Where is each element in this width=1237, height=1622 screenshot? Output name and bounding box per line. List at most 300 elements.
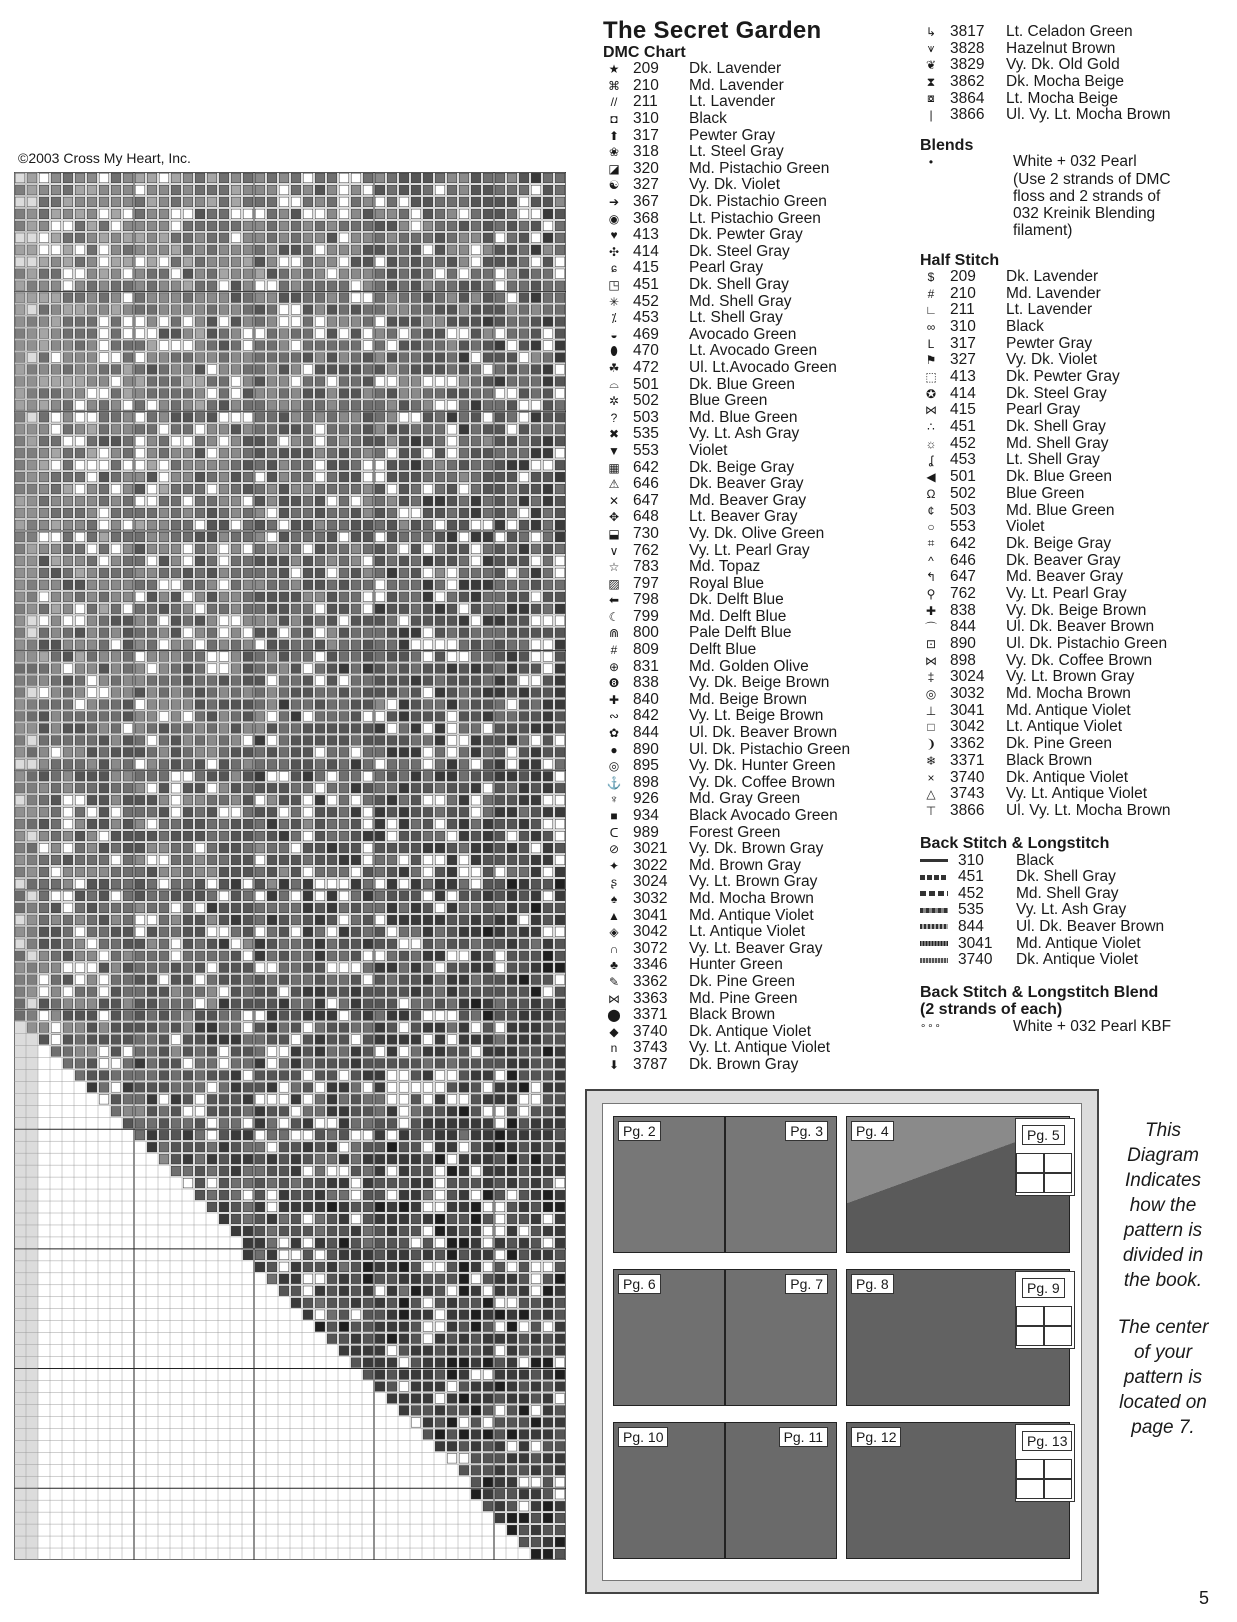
stitch-cell <box>147 736 157 746</box>
stitch-cell <box>483 1035 493 1045</box>
legend-row <box>603 327 903 344</box>
stitch-cell <box>471 879 481 889</box>
stitch-cell <box>123 592 133 602</box>
diagram-note-1: This Diagram Indicates how the pattern is divided in the book. <box>1122 1120 1204 1291</box>
stitch-cell <box>87 436 97 446</box>
stitch-cell <box>375 1142 385 1152</box>
stitch-cell <box>219 329 229 339</box>
stitch-cell <box>279 700 289 710</box>
stitch-cell <box>51 568 61 578</box>
stitch-cell <box>243 1071 253 1081</box>
stitch-cell <box>495 293 505 303</box>
stitch-cell <box>303 413 313 423</box>
stitch-cell <box>399 568 409 578</box>
stitch-cell <box>471 1477 481 1487</box>
stitch-cell <box>411 1226 421 1236</box>
stitch-cell <box>123 568 133 578</box>
stitch-cell <box>111 233 121 243</box>
stitch-cell <box>483 592 493 602</box>
stitch-cell <box>219 1166 229 1176</box>
stitch-cell <box>231 807 241 817</box>
stitch-cell <box>99 484 109 494</box>
stitch-cell <box>459 652 469 662</box>
legend-row <box>603 476 903 493</box>
stitch-cell <box>519 1226 529 1236</box>
stitch-cell <box>171 401 181 411</box>
stitch-cell <box>483 269 493 279</box>
stitch-cell <box>531 520 541 530</box>
stitch-cell <box>399 903 409 913</box>
legend-row <box>603 990 903 1007</box>
stitch-cell <box>303 1298 313 1308</box>
stitch-cell <box>351 532 361 542</box>
stitch-cell <box>375 508 385 518</box>
stitch-cell <box>99 401 109 411</box>
stitch-cell <box>231 700 241 710</box>
stitch-cell <box>543 341 553 351</box>
stitch-cell <box>519 1466 529 1476</box>
stitch-cell <box>339 1190 349 1200</box>
stitch-cell <box>243 448 253 458</box>
stitch-cell <box>219 245 229 255</box>
stitch-cell <box>87 760 97 770</box>
stitch-cell <box>459 1202 469 1212</box>
stitch-cell <box>243 712 253 722</box>
stitch-cell <box>351 1346 361 1356</box>
stitch-cell <box>447 413 457 423</box>
stitch-cell <box>435 652 445 662</box>
stitch-cell <box>555 903 565 913</box>
stitch-cell <box>327 556 337 566</box>
stitch-cell <box>543 1107 553 1117</box>
stitch-cell <box>243 436 253 446</box>
stitch-cell <box>339 772 349 782</box>
stitch-cell <box>447 712 457 722</box>
stitch-cell <box>99 616 109 626</box>
stitch-cell <box>51 580 61 590</box>
stitch-cell <box>279 1286 289 1296</box>
stitch-cell <box>291 628 301 638</box>
stitch-cell <box>483 1370 493 1380</box>
stitch-cell <box>543 951 553 961</box>
stitch-cell <box>279 891 289 901</box>
stitch-cell <box>519 664 529 674</box>
stitch-cell <box>555 245 565 255</box>
stitch-cell <box>315 700 325 710</box>
stitch-cell <box>435 975 445 985</box>
stitch-cell <box>447 389 457 399</box>
stitch-cell <box>423 580 433 590</box>
stitch-cell <box>471 1059 481 1069</box>
stitch-cell <box>387 1226 397 1236</box>
floss-code: 211 <box>950 301 975 319</box>
stitch-cell <box>447 1418 457 1428</box>
stitch-cell <box>531 1130 541 1140</box>
cross-stitch-chart <box>14 172 566 1560</box>
stitch-cell <box>399 1286 409 1296</box>
stitch-cell <box>447 736 457 746</box>
stitch-cell <box>543 484 553 494</box>
stitch-cell <box>375 628 385 638</box>
stitch-cell <box>147 927 157 937</box>
stitch-cell <box>459 819 469 829</box>
stitch-cell <box>279 544 289 554</box>
stitch-cell <box>231 748 241 758</box>
stitch-cell <box>339 819 349 829</box>
stitch-cell <box>303 891 313 901</box>
stitch-cell <box>519 580 529 590</box>
stitch-cell <box>123 652 133 662</box>
stitch-cell <box>399 389 409 399</box>
stitch-cell <box>387 700 397 710</box>
stitch-cell <box>387 544 397 554</box>
stitch-cell <box>555 592 565 602</box>
stitch-cell <box>555 975 565 985</box>
stitch-cell <box>207 520 217 530</box>
stitch-cell <box>231 724 241 734</box>
stitch-cell <box>279 640 289 650</box>
stitch-cell <box>363 628 373 638</box>
stitch-cell <box>267 365 277 375</box>
stitch-cell <box>543 556 553 566</box>
stitch-cell <box>51 640 61 650</box>
stitch-cell <box>63 436 73 446</box>
stitch-cell <box>363 783 373 793</box>
stitch-cell <box>363 305 373 315</box>
stitch-cell <box>315 508 325 518</box>
stitch-cell <box>387 389 397 399</box>
stitch-cell <box>147 413 157 423</box>
stitch-cell <box>519 1334 529 1344</box>
stitch-cell <box>99 736 109 746</box>
stitch-cell <box>387 1322 397 1332</box>
stitch-cell <box>459 365 469 375</box>
stitch-cell <box>483 1059 493 1069</box>
stitch-cell <box>219 185 229 195</box>
legend-row <box>920 769 1230 786</box>
stitch-cell <box>555 724 565 734</box>
stitch-cell <box>135 221 145 231</box>
stitch-cell <box>231 939 241 949</box>
stitch-cell <box>519 879 529 889</box>
stitch-cell <box>231 915 241 925</box>
stitch-cell <box>351 472 361 482</box>
stitch-cell <box>471 1154 481 1164</box>
stitch-cell <box>351 975 361 985</box>
stitch-cell <box>519 544 529 554</box>
floss-name: Vy. Lt. Beaver Gray <box>689 939 823 957</box>
stitch-cell <box>87 389 97 399</box>
stitch-cell <box>123 724 133 734</box>
stitch-cell <box>423 1298 433 1308</box>
stitch-cell <box>363 688 373 698</box>
stitch-cell <box>399 676 409 686</box>
stitch-cell <box>351 389 361 399</box>
stitch-cell <box>471 1095 481 1105</box>
stitch-cell <box>51 329 61 339</box>
floss-name: Violet <box>689 441 728 459</box>
back-stitch-heading: Back Stitch & Longstitch <box>920 835 1110 853</box>
stitch-cell <box>75 305 85 315</box>
stitch-cell <box>159 556 169 566</box>
stitch-cell <box>255 389 265 399</box>
stitch-cell <box>519 472 529 482</box>
stitch-cell <box>147 508 157 518</box>
stitch-cell <box>483 1406 493 1416</box>
stitch-cell <box>39 795 49 805</box>
stitch-cell <box>555 580 565 590</box>
stitch-cell <box>147 532 157 542</box>
stitch-cell <box>399 640 409 650</box>
legend-row <box>603 675 903 692</box>
stitch-cell <box>231 341 241 351</box>
stitch-cell <box>75 269 85 279</box>
stitch-cell <box>423 173 433 183</box>
stitch-cell <box>255 891 265 901</box>
stitch-cell <box>99 317 109 327</box>
stitch-cell <box>279 903 289 913</box>
solid-line-icon <box>920 859 956 862</box>
stitch-cell <box>219 1178 229 1188</box>
stitch-cell <box>435 939 445 949</box>
stitch-cell <box>447 305 457 315</box>
stitch-cell <box>531 1454 541 1464</box>
legend-row <box>603 725 903 742</box>
stitch-cell <box>471 425 481 435</box>
stitch-cell <box>519 807 529 817</box>
stitch-cell <box>531 1214 541 1224</box>
stitch-cell <box>99 700 109 710</box>
stitch-cell <box>459 329 469 339</box>
stitch-cell <box>495 1095 505 1105</box>
stitch-cell <box>483 1454 493 1464</box>
stitch-cell <box>339 197 349 207</box>
stitch-cell <box>147 831 157 841</box>
stitch-cell <box>459 568 469 578</box>
stitch-cell <box>111 389 121 399</box>
hook-icon: ↳ <box>925 25 937 40</box>
page-thumbnail <box>725 1116 837 1253</box>
stitch-cell <box>219 269 229 279</box>
stitch-cell <box>147 281 157 291</box>
stitch-cell <box>231 783 241 793</box>
thin-x-icon: × <box>927 770 935 785</box>
legend-row <box>603 592 903 609</box>
stitch-cell <box>135 963 145 973</box>
stitch-cell <box>231 1142 241 1152</box>
stitch-cell <box>363 317 373 327</box>
stitch-cell <box>255 1130 265 1140</box>
stitch-cell <box>303 544 313 554</box>
cross-hash-icon: ⌗ <box>927 536 935 551</box>
stitch-cell <box>411 819 421 829</box>
stitch-cell <box>435 1226 445 1236</box>
stitch-cell <box>303 604 313 614</box>
stitch-cell <box>51 221 61 231</box>
stitch-cell <box>99 436 109 446</box>
stitch-cell <box>99 353 109 363</box>
stitch-cell <box>75 580 85 590</box>
stitch-cell <box>135 772 145 782</box>
stitch-cell <box>267 891 277 901</box>
stitch-cell <box>411 604 421 614</box>
stitch-cell <box>555 1107 565 1117</box>
stitch-cell <box>495 867 505 877</box>
blend-row <box>920 154 1230 171</box>
stitch-cell <box>147 604 157 614</box>
stitch-cell <box>159 520 169 530</box>
stitch-cell <box>135 676 145 686</box>
stitch-cell <box>375 1178 385 1188</box>
stitch-cell <box>87 1083 97 1093</box>
stitch-cell <box>255 1047 265 1057</box>
stitch-cell <box>255 269 265 279</box>
stitch-cell <box>39 760 49 770</box>
stitch-cell <box>387 329 397 339</box>
stitch-cell <box>111 879 121 889</box>
floss-code: 413 <box>950 368 976 386</box>
stitch-cell <box>555 879 565 889</box>
stitch-cell <box>327 987 337 997</box>
stitch-cell <box>555 1095 565 1105</box>
stitch-cell <box>447 1178 457 1188</box>
stitch-cell <box>51 448 61 458</box>
stitch-cell <box>327 305 337 315</box>
stitch-cell <box>303 233 313 243</box>
stitch-cell <box>159 1083 169 1093</box>
stitch-cell <box>75 233 85 243</box>
stitch-cell <box>327 1035 337 1045</box>
stitch-cell <box>447 1190 457 1200</box>
stitch-cell <box>195 760 205 770</box>
stitch-cell <box>387 245 397 255</box>
stitch-cell <box>243 377 253 387</box>
stitch-cell <box>483 293 493 303</box>
legend-row <box>920 90 1230 107</box>
stitch-cell <box>447 1430 457 1440</box>
stitch-cell <box>111 401 121 411</box>
stitch-cell <box>231 1083 241 1093</box>
stitch-cell <box>63 724 73 734</box>
floss-code: 3032 <box>950 685 985 703</box>
stitch-cell <box>459 1107 469 1117</box>
stitch-cell <box>207 556 217 566</box>
stitch-cell <box>435 1166 445 1176</box>
stitch-cell <box>267 592 277 602</box>
stitch-cell <box>159 903 169 913</box>
stitch-cell <box>387 448 397 458</box>
stitch-cell <box>135 425 145 435</box>
stitch-cell <box>243 245 253 255</box>
stitch-cell <box>51 987 61 997</box>
stitch-cell <box>171 209 181 219</box>
stitch-cell <box>111 173 121 183</box>
stitch-cell <box>111 556 121 566</box>
stitch-cell <box>543 1382 553 1392</box>
stitch-cell <box>255 760 265 770</box>
stitch-cell <box>219 975 229 985</box>
stitch-cell <box>51 544 61 554</box>
stitch-cell <box>147 460 157 470</box>
stitch-cell <box>243 807 253 817</box>
stitch-cell <box>519 1083 529 1093</box>
stitch-cell <box>531 1537 541 1547</box>
stitch-cell <box>159 1047 169 1057</box>
stitch-cell <box>375 1286 385 1296</box>
stitch-cell <box>135 1071 145 1081</box>
stitch-cell <box>483 628 493 638</box>
stitch-cell <box>387 1083 397 1093</box>
stitch-cell <box>543 1142 553 1152</box>
stitch-cell <box>315 1071 325 1081</box>
stitch-cell <box>411 628 421 638</box>
stitch-cell <box>135 604 145 614</box>
stitch-cell <box>51 460 61 470</box>
stitch-cell <box>519 1166 529 1176</box>
stitch-cell <box>471 1298 481 1308</box>
stitch-cell <box>543 293 553 303</box>
stitch-cell <box>171 1154 181 1164</box>
stitch-cell <box>159 855 169 865</box>
stitch-cell <box>171 1047 181 1057</box>
stitch-cell <box>219 700 229 710</box>
stitch-cell <box>471 305 481 315</box>
stitch-cell <box>315 1095 325 1105</box>
stitch-cell <box>555 1238 565 1248</box>
sprout-icon: ♆ <box>609 792 619 807</box>
stitch-cell <box>459 724 469 734</box>
stitch-cell <box>231 1119 241 1129</box>
stitch-cell <box>459 1083 469 1093</box>
legend-row <box>603 227 903 244</box>
stitch-cell <box>543 1047 553 1057</box>
stitch-cell <box>207 1071 217 1081</box>
stitch-cell <box>123 185 133 195</box>
stitch-cell <box>159 1035 169 1045</box>
stitch-cell <box>435 472 445 482</box>
stitch-cell <box>543 544 553 554</box>
legend-row <box>920 369 1230 386</box>
mini-cell <box>1044 1153 1072 1173</box>
stitch-cell <box>75 173 85 183</box>
stitch-cell <box>195 173 205 183</box>
stitch-cell <box>339 963 349 973</box>
stitch-cell <box>483 736 493 746</box>
stitch-cell <box>435 927 445 937</box>
stitch-cell <box>459 1238 469 1248</box>
stitch-cell <box>507 999 517 1009</box>
stitch-cell <box>279 245 289 255</box>
quatrefoil-icon: ✥ <box>608 510 620 525</box>
stitch-cell <box>435 616 445 626</box>
stitch-cell <box>555 436 565 446</box>
stitch-cell <box>543 736 553 746</box>
target-icon: ◉ <box>608 211 620 226</box>
stitch-cell <box>255 831 265 841</box>
stitch-cell <box>183 508 193 518</box>
stitch-cell <box>399 1346 409 1356</box>
stitch-cell <box>375 1154 385 1164</box>
stitch-cell <box>351 353 361 363</box>
stitch-cell <box>243 1011 253 1021</box>
stitch-cell <box>375 915 385 925</box>
stitch-cell <box>51 891 61 901</box>
stitch-cell <box>315 1023 325 1033</box>
stitch-cell <box>339 1154 349 1164</box>
stitch-cell <box>351 329 361 339</box>
stitch-cell <box>423 1382 433 1392</box>
stitch-cell <box>519 532 529 542</box>
